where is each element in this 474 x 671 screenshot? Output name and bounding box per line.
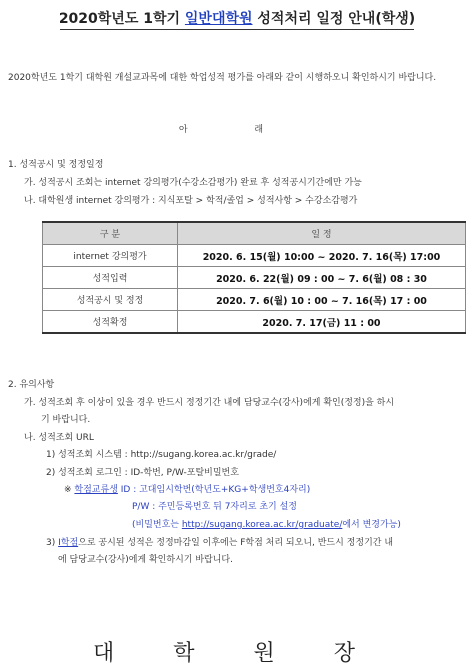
exchange-student-note bbox=[64, 482, 310, 495]
section1-heading: 1. 성적공시 및 정정일정 bbox=[8, 160, 104, 170]
note-id: ID : 고대임시학번(학년도+KG+학생번호4자리) bbox=[117, 485, 311, 495]
note-label: 학점교류생 bbox=[74, 485, 118, 495]
row-name: 성적확정 bbox=[43, 311, 178, 334]
url-item-3: 3) I학점으로 공시된 성적은 정정마감일 이후에는 F학점 처리 되오니, 반드시 정정기간 내 bbox=[46, 538, 394, 548]
row-name: internet 강의평가 bbox=[43, 245, 178, 267]
section2-item-a-line2: 기 바랍니다. bbox=[41, 415, 91, 425]
section-divider-heading: 아 래 bbox=[178, 125, 296, 135]
row-name: 성적입력 bbox=[43, 267, 178, 289]
section2-item-a-line1: 가. 성적조회 후 이상이 있을 경우 반드시 정정기간 내에 담당교수(강사)에게 확인(정정)을 하시 bbox=[24, 398, 395, 408]
table-row bbox=[43, 311, 466, 334]
header-schedule: 일 정 bbox=[178, 222, 466, 245]
table-row bbox=[43, 245, 466, 267]
document-title: 2020학년도 1학기 일반대학원 성적처리 일정 안내(학생) bbox=[58, 11, 416, 27]
section1-item-b: 나. 대학원생 internet 강의평가 : 지식포탈 > 학적/졸업 > 성적사항 > 수강소감평가 bbox=[24, 196, 358, 206]
schedule-table bbox=[42, 221, 466, 334]
header-category: 구 분 bbox=[43, 222, 178, 245]
row-date: 2020. 7. 17(금) 11 : 00 bbox=[178, 311, 466, 334]
url-item-1: 1) 성적조회 시스템 : http://sugang.korea.ac.kr/grade/ bbox=[46, 450, 277, 460]
signature-dean: 대 학 원 장 bbox=[93, 641, 381, 666]
url-item-2: 2) 성적조회 로그인 : ID-학번, P/W-포탈비밀번호 bbox=[46, 468, 239, 478]
table-header-row bbox=[43, 222, 466, 245]
note-password: P/W : 주민등록번호 뒤 7자리로 초기 설정 bbox=[132, 502, 297, 512]
row-name: 성적공시 및 정정 bbox=[43, 289, 178, 311]
title-highlight: 일반대학원 bbox=[184, 11, 253, 27]
url-item-3-line2: 에 담당교수(강사)에게 확인하시기 바랍니다. bbox=[58, 555, 233, 565]
section2-item-b: 나. 성적조회 URL bbox=[24, 433, 94, 443]
i-grade-term: I학점 bbox=[58, 538, 79, 548]
row-date: 2020. 6. 15(월) 10:00 ~ 2020. 7. 16(목) 17:00 bbox=[178, 245, 466, 267]
table-row bbox=[43, 289, 466, 311]
note-mark: ※ bbox=[64, 485, 72, 495]
row-date: 2020. 6. 22(월) 09 : 00 ~ 7. 6(월) 08 : 30 bbox=[178, 267, 466, 289]
graduate-url-link[interactable]: http://sugang.korea.ac.kr/graduate/ bbox=[181, 520, 343, 530]
section2-heading: 2. 유의사항 bbox=[8, 380, 55, 390]
section1-item-a: 가. 성적공시 조회는 internet 강의평가(수강소감평가) 완료 후 성적공시기간에만 가능 bbox=[24, 178, 362, 188]
note-password-change: (비밀번호는 http://sugang.korea.ac.kr/graduate/에서 변경가능) bbox=[132, 520, 401, 530]
intro-paragraph: 2020학년도 1학기 대학원 개설교과목에 대한 학업성적 평가를 아래와 같이 시행하오니 확인하시기 바랍니다. bbox=[8, 73, 437, 83]
table-row bbox=[43, 267, 466, 289]
row-date: 2020. 7. 6(월) 10 : 00 ~ 7. 16(목) 17 : 00 bbox=[178, 289, 466, 311]
title-underline bbox=[60, 29, 414, 30]
